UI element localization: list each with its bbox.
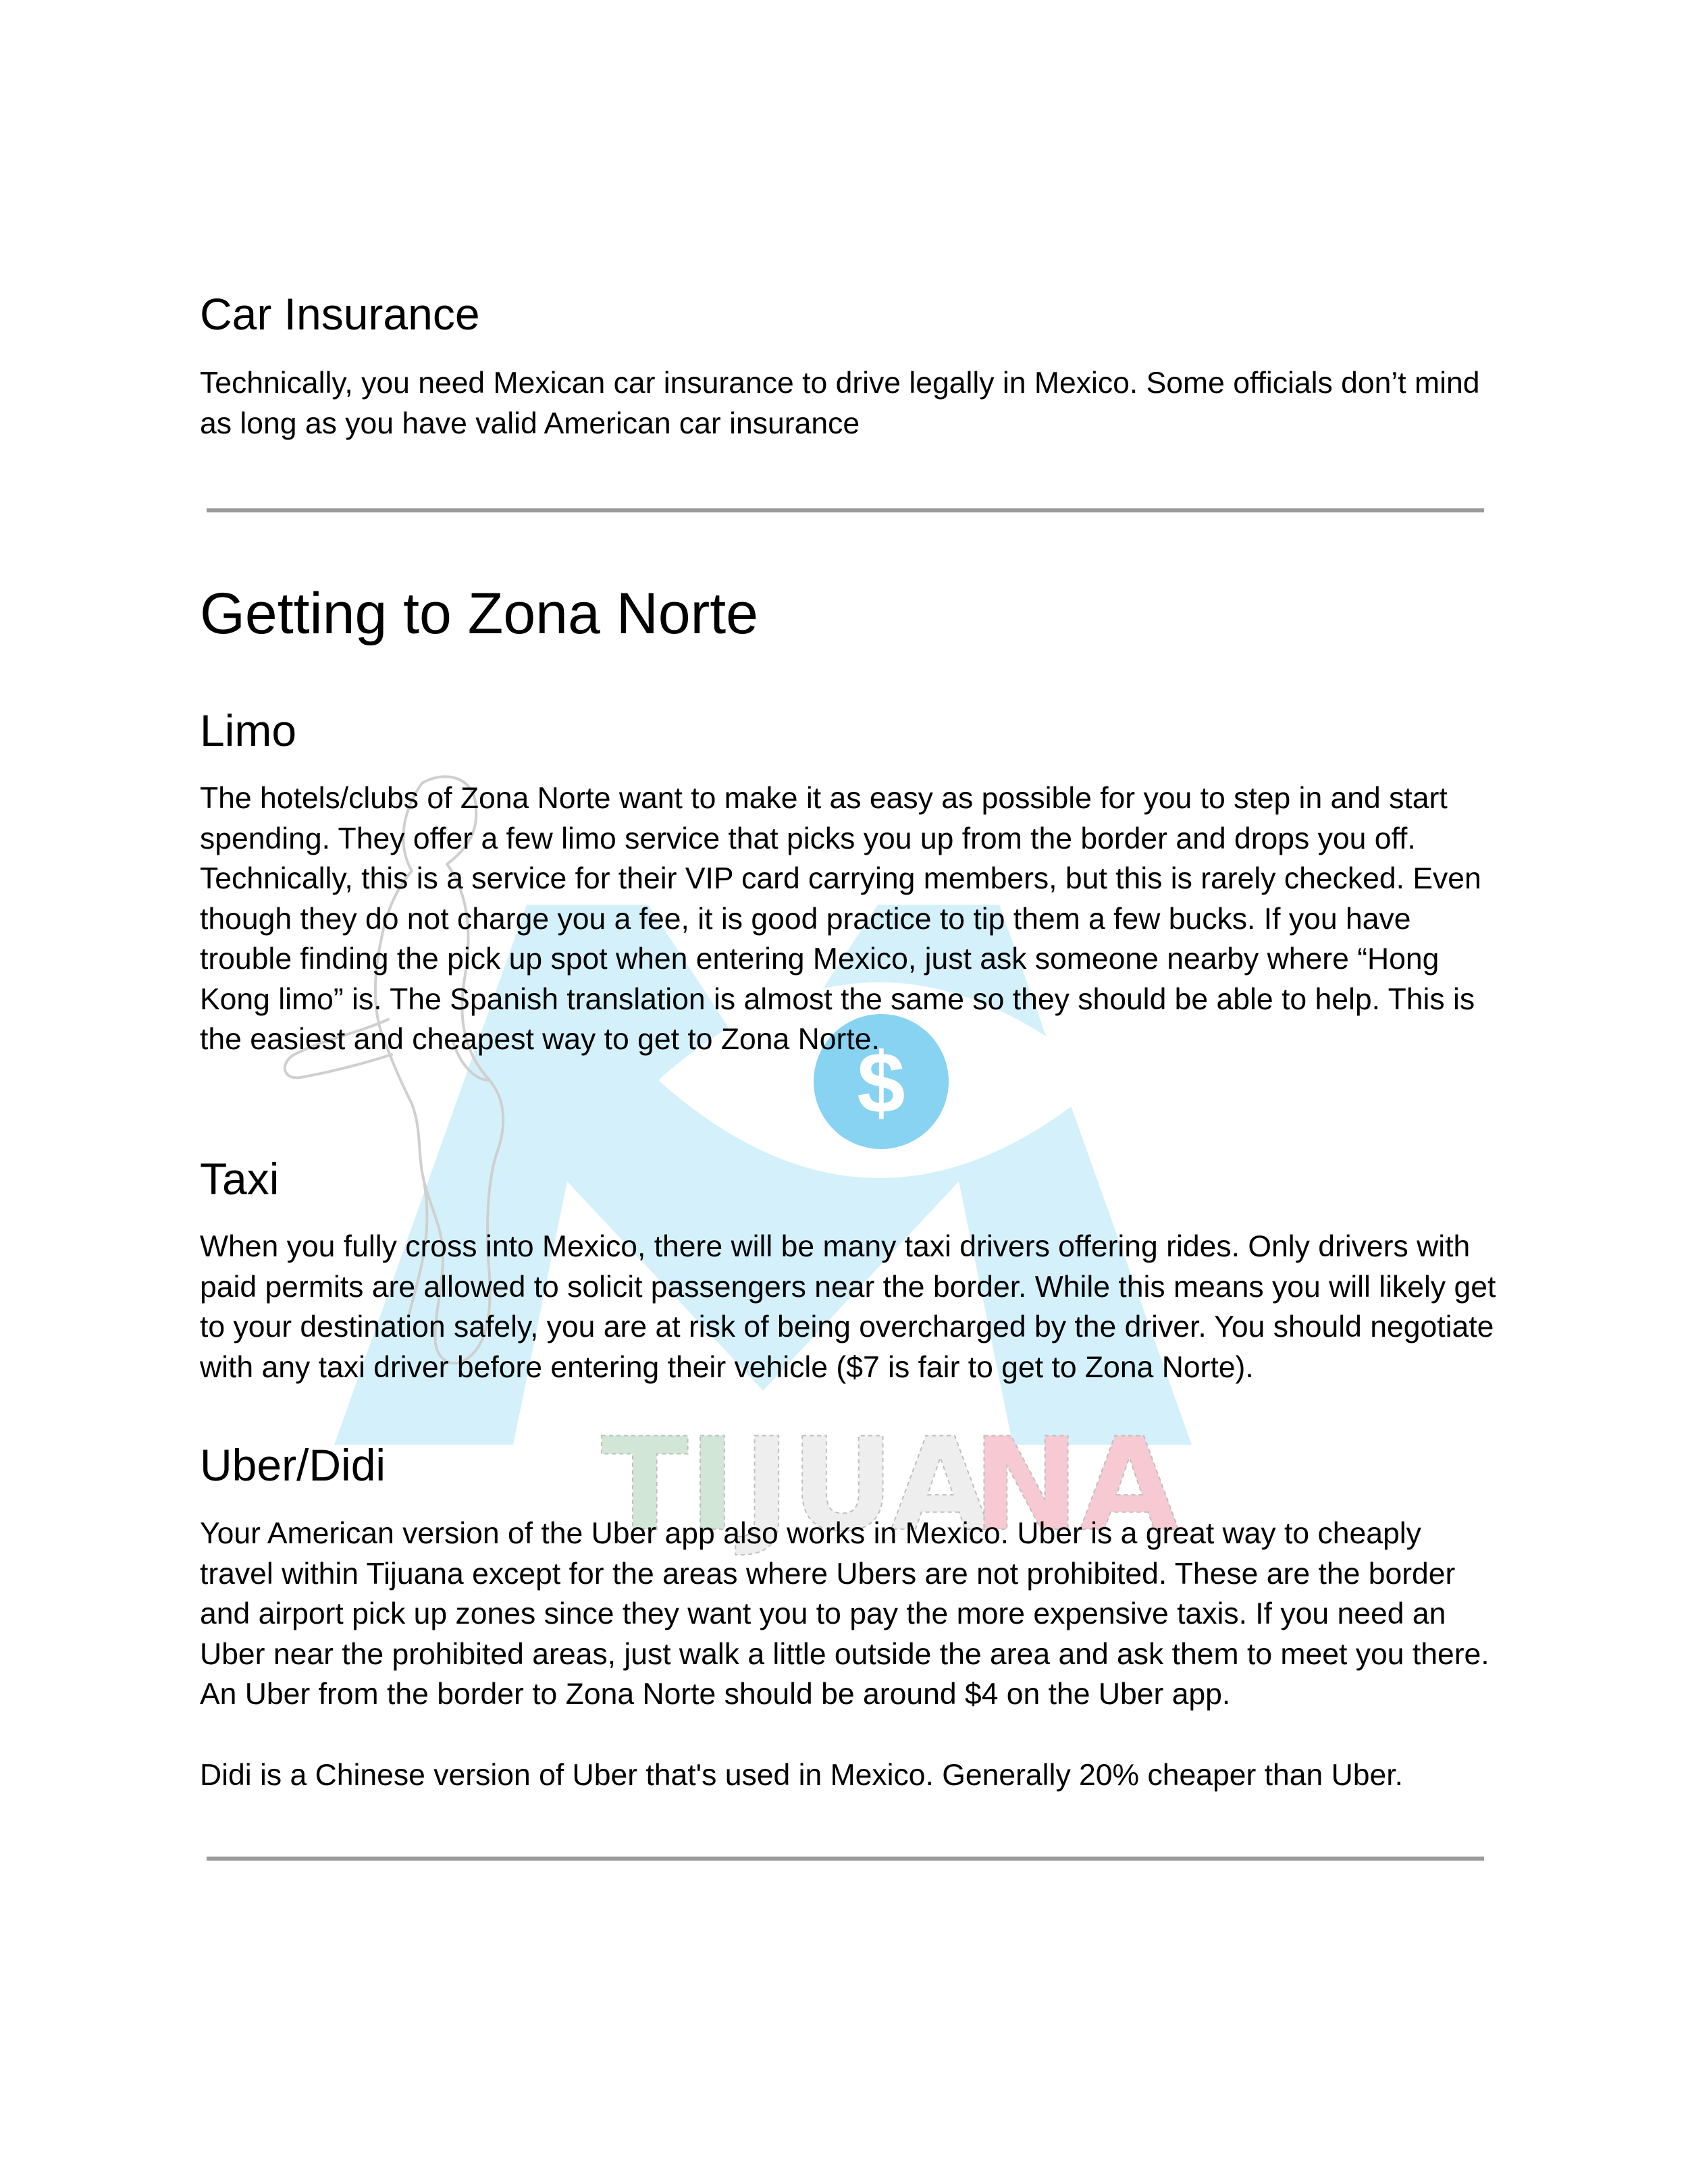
limo-body: The hotels/clubs of Zona Norte want to make it as easy as possible for you to step in and start spending. They offer a few limo service that picks you up from the border and drops you off. Technically, this is a service for their VIP card carrying members, but this is rarely checked. Even though they do not charge you a fee, it is good practice to tip them a few bucks. If you have trouble finding the pick up spot when entering Mexico, just ask someone nearby where “Hong Kong limo” is. The Spanish translation is almost the same so they should be able to help. This is the easiest and cheapest way to get to Zona Norte.	[200, 782, 1481, 1056]
taxi-body: When you fully cross into Mexico, there will be many taxi drivers offering rides. Only drivers with paid permits are allowed to solicit passengers near the border. While this means you will likely get to your destination safely, you are at risk of being overcharged by the driver. You should negotiate with any taxi driver before entering their vehicle ($7 is fair to get to Zona Norte).	[200, 1230, 1496, 1384]
watermark-text-mid: JUA	[743, 1410, 991, 1560]
uber-didi-heading: Uber/Didi	[200, 1440, 386, 1490]
section-divider-bottom	[207, 1857, 1484, 1861]
uber-didi-body: Your American version of the Uber app also works in Mexico. Uber is a great way to cheaply travel within Tijuana except for the areas where Ubers are not prohibited. These are the border and airport pick up zones since they want you to pay the more expensive taxis. If you need an Uber near the prohibited areas, just walk a little outside the area and ask them to meet you there. An Uber from the border to Zona Norte should be around $4 on the Uber app.	[200, 1517, 1489, 1711]
taxi-heading: Taxi	[200, 1154, 280, 1204]
limo-heading: Limo	[200, 705, 297, 755]
watermark-coin-symbol: $	[857, 1035, 905, 1131]
car-insurance-heading: Car Insurance	[200, 289, 480, 339]
section-divider-top	[207, 508, 1484, 512]
car-insurance-body: Technically, you need Mexican car insurance to drive legally in Mexico. Some officials don’t mind as long as you have valid American car insurance	[200, 367, 1480, 440]
getting-to-zona-norte-title: Getting to Zona Norte	[200, 581, 758, 646]
watermark-text-right: NA	[972, 1410, 1180, 1560]
watermark-text-left: TI	[601, 1410, 737, 1560]
didi-body: Didi is a Chinese version of Uber that's used in Mexico. Generally 20% cheaper than Uber.	[200, 1759, 1403, 1792]
